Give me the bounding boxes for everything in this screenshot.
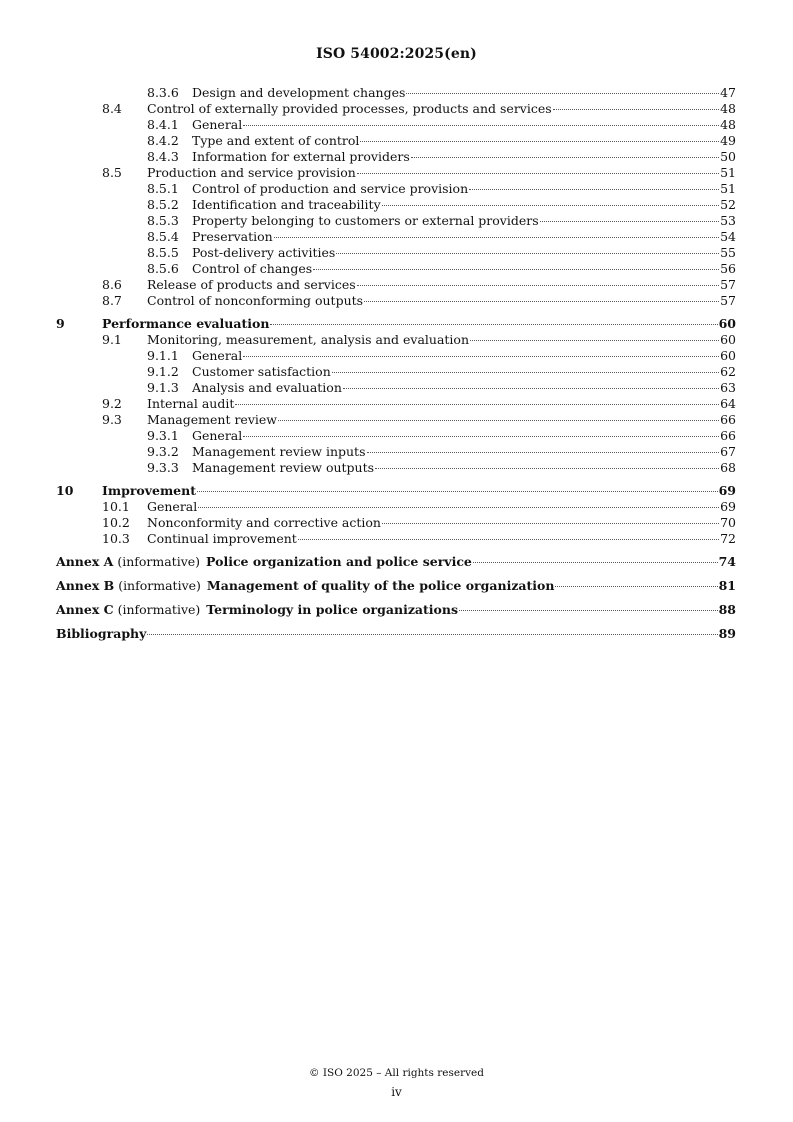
dot-leader: [540, 221, 719, 222]
annex-page: 74: [718, 554, 736, 569]
toc-section-number: 10: [56, 483, 74, 498]
toc-entry-number: 8.4.3: [147, 149, 179, 164]
dot-leader: [243, 125, 719, 126]
toc-entry[interactable]: [56, 499, 736, 515]
toc-entry-page: 72: [720, 531, 736, 546]
toc-entry-page: 68: [720, 460, 736, 475]
bibliography-title: Bibliography: [56, 626, 147, 641]
dot-leader: [198, 507, 719, 508]
toc-entry-number: 8.6: [102, 277, 122, 292]
toc-entry-number: 10.2: [102, 515, 130, 530]
dot-leader: [367, 452, 720, 453]
toc-entry-title: Control of changes: [192, 261, 313, 276]
toc-entry-page: 60: [720, 332, 736, 347]
dot-leader: [357, 285, 719, 286]
dot-leader: [357, 173, 719, 174]
toc-entry-number: 8.4: [102, 101, 122, 116]
toc-entry-page: 53: [720, 213, 736, 228]
toc-entry-page: 49: [720, 133, 736, 148]
toc-entry[interactable]: [56, 85, 736, 101]
toc-entry-number: 8.5.6: [147, 261, 179, 276]
toc-entry-number: 9.1.3: [147, 380, 179, 395]
toc-entry-title: General: [192, 348, 243, 363]
toc-entry-title: Control of nonconforming outputs: [147, 293, 364, 308]
dot-leader: [243, 436, 719, 437]
toc-entry-page: 52: [720, 197, 736, 212]
toc-entry-number: 9.1.1: [147, 348, 179, 363]
toc-entry[interactable]: [56, 165, 736, 181]
dot-leader: [336, 253, 719, 254]
table-of-contents: [56, 85, 736, 643]
toc-entry-number: 8.7: [102, 293, 122, 308]
toc-entry-title: Internal audit: [147, 396, 235, 411]
toc-entry-page: 50: [720, 149, 736, 164]
toc-entry-number: 9.2: [102, 396, 122, 411]
toc-entry-number: 9.3.2: [147, 444, 179, 459]
toc-entry-title: Design and development changes: [192, 85, 406, 100]
toc-entry[interactable]: [56, 293, 736, 309]
dot-leader: [382, 205, 719, 206]
dot-leader: [473, 562, 718, 563]
toc-entry[interactable]: [56, 364, 736, 380]
toc-entry[interactable]: [56, 332, 736, 348]
toc-entry-page: 48: [720, 117, 736, 132]
toc-entry[interactable]: [56, 117, 736, 133]
toc-section-title: Performance evaluation: [102, 316, 270, 331]
toc-entry-title: Type and extent of control: [192, 133, 360, 148]
toc-entry-page: 66: [720, 412, 736, 427]
document-header: ISO 54002:2025(en): [316, 46, 477, 62]
toc-entry-number: 9.3.3: [147, 460, 179, 475]
toc-entry-title: Management review outputs: [192, 460, 375, 475]
toc-section-10[interactable]: [56, 483, 736, 499]
toc-entry-number: 10.1: [102, 499, 130, 514]
dot-leader: [235, 404, 719, 405]
toc-entry-number: 8.5.4: [147, 229, 179, 244]
dot-leader: [313, 269, 719, 270]
annex-letter: Annex A: [56, 554, 114, 569]
toc-entry[interactable]: [56, 149, 736, 165]
toc-entry-number: 8.5: [102, 165, 122, 180]
toc-entry-number: 8.3.6: [147, 85, 179, 100]
annex-title: Terminology in police organizations: [206, 602, 459, 617]
toc-entry-page: 70: [720, 515, 736, 530]
toc-section-number: 9: [56, 316, 65, 331]
dot-leader: [278, 420, 719, 421]
toc-section-title: Improvement: [102, 483, 196, 498]
dot-leader: [553, 109, 719, 110]
toc-annex-b[interactable]: [56, 577, 736, 595]
toc-entry[interactable]: [56, 444, 736, 460]
toc-entry-page: 64: [720, 396, 736, 411]
toc-entry[interactable]: [56, 181, 736, 197]
toc-entry-page: 67: [720, 444, 736, 459]
toc-entry-page: 66: [720, 428, 736, 443]
toc-entry-number: 9.3: [102, 412, 122, 427]
toc-entry[interactable]: [56, 396, 736, 412]
annex-letter: Annex B: [56, 578, 115, 593]
dot-leader: [406, 93, 719, 94]
toc-entry-title: Release of products and services: [147, 277, 356, 292]
toc-entry-number: 8.5.2: [147, 197, 179, 212]
annex-label: [56, 553, 200, 571]
annex-page: 81: [718, 578, 736, 593]
toc-entry[interactable]: [56, 277, 736, 293]
toc-entry-title: General: [192, 117, 243, 132]
toc-entry[interactable]: [56, 515, 736, 531]
toc-entry[interactable]: [56, 412, 736, 428]
dot-leader: [298, 539, 719, 540]
annex-page: 88: [718, 602, 736, 617]
dot-leader: [469, 189, 719, 190]
toc-entry-title: Control of externally provided processes, products and services: [147, 101, 552, 116]
toc-entry-page: 69: [720, 499, 736, 514]
toc-entry-page: 48: [720, 101, 736, 116]
toc-entry-page: 55: [720, 245, 736, 260]
toc-entry[interactable]: [56, 213, 736, 229]
toc-entry-title: Analysis and evaluation: [192, 380, 342, 395]
toc-entry-page: 51: [720, 165, 736, 180]
annex-letter: Annex C: [56, 602, 114, 617]
toc-entry-number: 8.4.1: [147, 117, 179, 132]
dot-leader: [360, 141, 719, 142]
dot-leader: [243, 356, 719, 357]
toc-entry-page: 63: [720, 380, 736, 395]
copyright-notice: © ISO 2025 – All rights reserved: [309, 1067, 484, 1079]
dot-leader: [364, 301, 719, 302]
toc-entry-title: General: [147, 499, 198, 514]
toc-annex-a[interactable]: [56, 553, 736, 571]
toc-entry[interactable]: [56, 101, 736, 117]
toc-section-page: 60: [718, 316, 736, 331]
dot-leader: [270, 324, 717, 325]
annex-label: [56, 601, 200, 619]
toc-entry-number: 10.3: [102, 531, 130, 546]
toc-entry-title: Information for external providers: [192, 149, 410, 164]
toc-entry[interactable]: [56, 460, 736, 476]
toc-entry-page: 51: [720, 181, 736, 196]
toc-entry[interactable]: [56, 197, 736, 213]
toc-entry-title: Nonconformity and corrective action: [147, 515, 381, 530]
dot-leader: [332, 372, 719, 373]
toc-entry-number: 8.5.5: [147, 245, 179, 260]
toc-entry-title: Post-delivery activities: [192, 245, 336, 260]
toc-section-page: 69: [718, 483, 736, 498]
toc-entry-number: 9.3.1: [147, 428, 179, 443]
toc-entry-page: 62: [720, 364, 736, 379]
toc-entry-page: 60: [720, 348, 736, 363]
toc-entry-page: 56: [720, 261, 736, 276]
toc-entry-page: 47: [720, 85, 736, 100]
toc-entry-page: 54: [720, 229, 736, 244]
toc-entry-title: Customer satisfaction: [192, 364, 331, 379]
toc-entry[interactable]: [56, 531, 736, 547]
toc-entry[interactable]: [56, 348, 736, 364]
annex-title: Police organization and police service: [206, 554, 472, 569]
toc-entry-page: 57: [720, 277, 736, 292]
dot-leader: [343, 388, 719, 389]
annex-title: Management of quality of the police organization: [206, 578, 555, 593]
toc-entry-number: 8.5.1: [147, 181, 179, 196]
dot-leader: [147, 634, 717, 635]
annex-type: (informative): [118, 578, 201, 593]
toc-entry-title: Property belonging to customers or external providers: [192, 213, 539, 228]
toc-entry-number: 8.4.2: [147, 133, 179, 148]
dot-leader: [411, 157, 719, 158]
toc-entry-page: 57: [720, 293, 736, 308]
toc-entry-number: 8.5.3: [147, 213, 179, 228]
toc-entry-title: Control of production and service provision: [192, 181, 469, 196]
dot-leader: [274, 237, 719, 238]
dot-leader: [197, 491, 718, 492]
toc-entry-number: 9.1.2: [147, 364, 179, 379]
dot-leader: [375, 468, 719, 469]
toc-entry-title: Preservation: [192, 229, 273, 244]
bibliography-page: 89: [718, 626, 736, 641]
toc-bibliography[interactable]: [56, 625, 736, 643]
toc-entry[interactable]: [56, 133, 736, 149]
annex-type: (informative): [117, 602, 201, 617]
toc-entry-title: Continual improvement: [147, 531, 297, 546]
dot-leader: [555, 586, 717, 587]
toc-entry[interactable]: [56, 380, 736, 396]
toc-entry-number: 9.1: [102, 332, 122, 347]
annex-type: (informative): [117, 554, 201, 569]
dot-leader: [470, 340, 719, 341]
toc-entry-title: Management review: [147, 412, 277, 427]
dot-leader: [459, 610, 718, 611]
toc-entry[interactable]: [56, 428, 736, 444]
toc-entry-title: General: [192, 428, 243, 443]
toc-entry-title: Monitoring, measurement, analysis and evaluation: [147, 332, 470, 347]
toc-annex-c[interactable]: [56, 601, 736, 619]
toc-entry-title: Identification and traceability: [192, 197, 381, 212]
annex-label: [56, 577, 201, 595]
toc-entry-title: Production and service provision: [147, 165, 356, 180]
dot-leader: [382, 523, 719, 524]
toc-entry[interactable]: [56, 261, 736, 277]
toc-entry[interactable]: [56, 229, 736, 245]
toc-section-9[interactable]: [56, 316, 736, 332]
page-number: iv: [391, 1085, 402, 1099]
toc-entry-title: Management review inputs: [192, 444, 366, 459]
toc-entry[interactable]: [56, 245, 736, 261]
